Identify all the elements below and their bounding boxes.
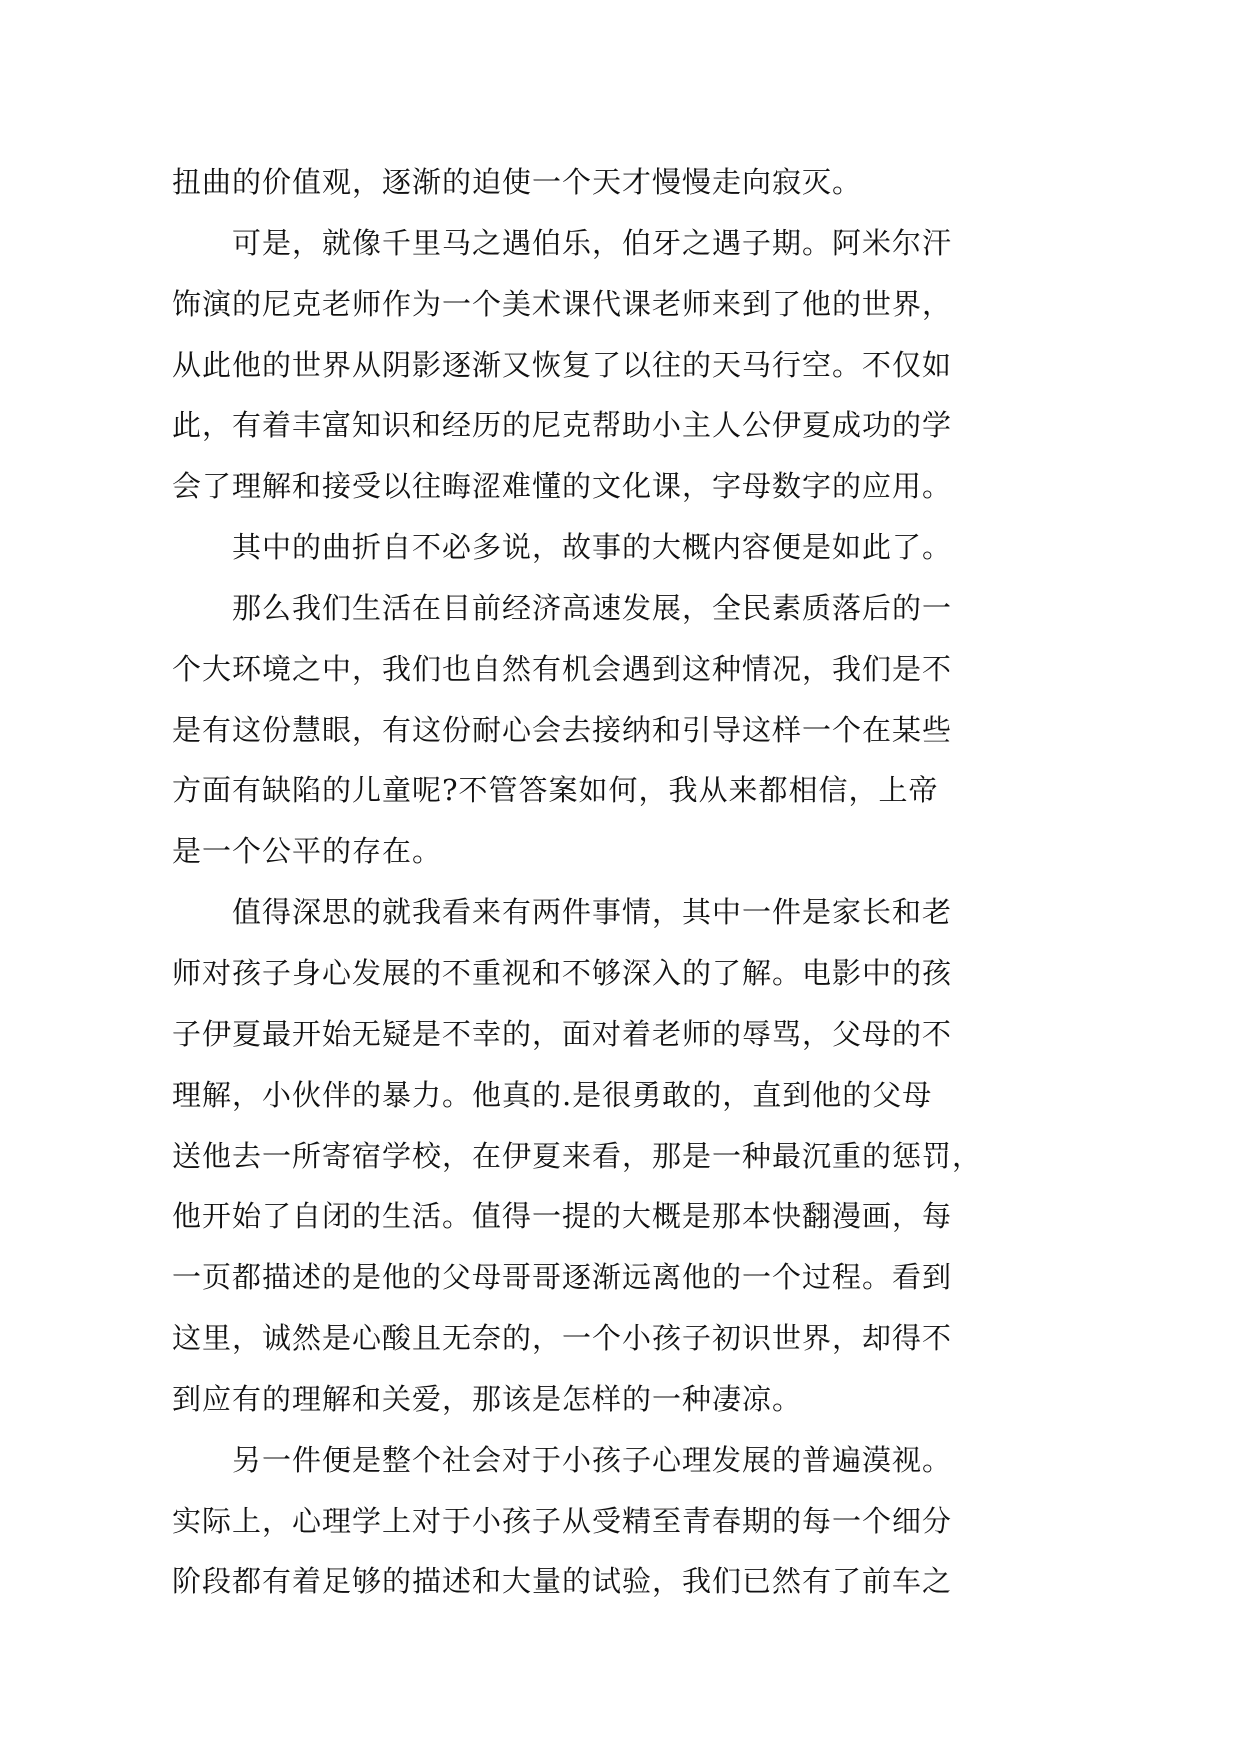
text-line: 师对孩子身心发展的不重视和不够深入的了解。电影中的孩 <box>172 955 953 990</box>
text-line: 饰演的尼克老师作为一个美术课代课老师来到了他的世界， <box>172 286 953 321</box>
text-line: 是一个公平的存在。 <box>172 834 443 869</box>
text-line: 方面有缺陷的儿童呢?不管答案如何，我从来都相信，上帝 <box>172 773 939 808</box>
text-body <box>172 152 983 1612</box>
text-line: 扭曲的价值观，逐渐的迫使一个天才慢慢走向寂灭。 <box>172 165 863 199</box>
text-line: 送他去一所寄宿学校，在伊夏来看，那是一种最沉重的惩罚， <box>172 1138 983 1173</box>
text-line: 子伊夏最开始无疑是不幸的，面对着老师的辱骂，父母的不 <box>172 1016 953 1051</box>
paragraph <box>172 882 983 1430</box>
text-line: 他开始了自闭的生活。值得一提的大概是那本快翻漫画，每 <box>172 1199 953 1234</box>
text-line: 是有这份慧眼，有这份耐心会去接纳和引导这样一个在某些 <box>172 712 953 747</box>
text-line: 那么我们生活在目前经济高速发展，全民素质落后的一 <box>232 590 953 625</box>
text-line: 从此他的世界从阴影逐渐又恢复了以往的天马行空。不仅如 <box>172 347 953 382</box>
text-line: 值得深思的就我看来有两件事情，其中一件是家长和老 <box>232 895 953 930</box>
paragraph <box>172 578 972 882</box>
text-line: 到应有的理解和关爱，那该是怎样的一种凄凉。 <box>172 1381 803 1416</box>
text-line: 其中的曲折自不必多说，故事的大概内容便是如此了。 <box>232 530 953 565</box>
paragraph <box>172 1430 972 1613</box>
text-line: 此，有着丰富知识和经历的尼克帮助小主人公伊夏成功的学 <box>172 408 953 443</box>
paragraph <box>172 152 972 213</box>
text-line: 另一件便是整个社会对于小孩子心理发展的普遍漠视。 <box>232 1442 953 1477</box>
text-line: 这里，诚然是心酸且无奈的，一个小孩子初识世界，却得不 <box>172 1321 953 1356</box>
text-line: 可是，就像千里马之遇伯乐，伯牙之遇子期。阿米尔汗 <box>232 225 953 260</box>
text-line: 个大环境之中，我们也自然有机会遇到这种情况，我们是不 <box>172 651 953 686</box>
text-line: 会了理解和接受以往晦涩难懂的文化课，字母数字的应用。 <box>172 469 953 504</box>
text-line: 实际上，心理学上对于小孩子从受精至青春期的每一个细分 <box>172 1503 953 1538</box>
text-line: 阶段都有着足够的描述和大量的试验，我们已然有了前车之 <box>172 1564 953 1599</box>
paragraph <box>172 517 972 578</box>
text-line: 理解，小伙伴的暴力。他真的.是很勇敢的，直到他的父母 <box>172 1077 933 1112</box>
text-line: 一页都描述的是他的父母哥哥逐渐远离他的一个过程。看到 <box>172 1260 953 1295</box>
paragraph <box>172 213 972 517</box>
